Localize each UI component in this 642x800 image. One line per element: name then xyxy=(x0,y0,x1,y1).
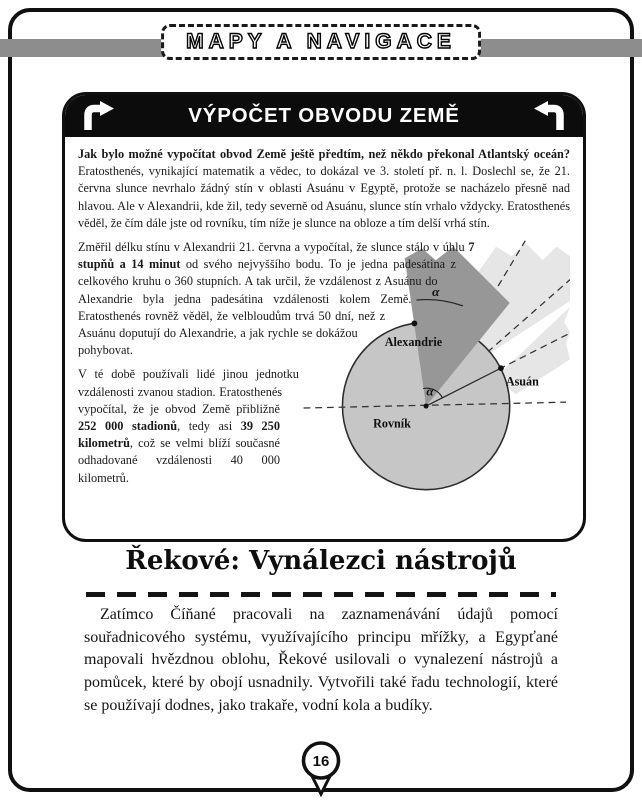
dashed-divider xyxy=(86,592,556,597)
earth-center-dot xyxy=(424,404,429,409)
section-title: Řekové: Vynálezci nástrojů xyxy=(125,546,517,576)
angle-alpha-top-label: α xyxy=(432,284,440,300)
chapter-title: MAPY A NAVIGACE xyxy=(186,30,456,53)
turn-right-arrow-icon xyxy=(81,101,115,131)
card-title: VÝPOČET OBVODU ZEMĚ xyxy=(188,104,460,127)
chapter-badge xyxy=(161,24,481,60)
alexandrie-label: Alexandrie xyxy=(384,334,443,349)
paragraph-shadow-measurement: Změřil délku stínu v Alexandrii 21. června a vypočítal, že slunce stálo v úhlu 7 stupňů a 14 minut od svého nejvyššího bodu. To je jedna padesátina z celkového kruhu o 360 stupních. A tak určil, že vzdálenost z Asuánu do Alexandrie byla jedna padesátina vzdálenosti kolem Země. Eratosthenés rovněž věděl, že velbloudům trvá 50 dní, než z Asuánu doputují do Alexandrie, a jak rychle se dokážou pohybovat. xyxy=(78,240,475,358)
paragraph-intro: Jak bylo možné vypočítat obvod Země ještě předtím, než někdo překonal Atlantský oceán? Eratosthenés, vynikající matematik a vědec, to dokázal ve 3. století př. n. l. Doslechl se, že 21. června slunce nevrhalo žádný stín v oblasti Asuánu v Egyptě, protože se nacházelo přesně nad hlavou. Ale v Alexandrii, kde žil, tedy severně od Asuánu, slunce stín vrhalo vždycky. Eratosthenés věděl, že čím dále jste od rovníku, tím níže je slunce na obloze a tím delší vrhá stín. xyxy=(78,147,570,230)
card-body xyxy=(65,137,583,487)
page-number: 16 xyxy=(312,753,330,770)
asuan-label: Asuán xyxy=(505,374,539,389)
section-paragraph: Zatímco Číňané pracovali na zaznamenávání údajů pomocí souřadnicového systému, využívajícího principu mřížky, a Egypťané mapovali hvězdnou oblohu, Řekové usilovali o vynalezení nástrojů a pomůcek, které by obojí usnadnily. Vytvořili také řadu technologií, které se používají dodnes, jako trakaře, vodní kola a budíky. xyxy=(84,606,558,714)
alexandrie-dot xyxy=(411,321,417,327)
article-card xyxy=(62,92,586,542)
card-header xyxy=(65,95,583,137)
paragraph-stadion: V té době používali lidé jinou jednotku vzdálenosti zvanou stadion. Eratosthenés vypočítal, že je obvod Země přibližně 252 000 stadionů, tedy asi 39 250 kilometrů, což se velmi blíží současné odhadované vzdálenosti 40 000 kilometrů. xyxy=(78,367,299,485)
angle-alpha-center-label: α xyxy=(426,383,434,399)
asuan-dot xyxy=(498,365,504,371)
page-number-pin xyxy=(298,740,344,798)
turn-left-arrow-icon xyxy=(533,101,567,131)
rovnik-label: Rovník xyxy=(373,416,411,431)
